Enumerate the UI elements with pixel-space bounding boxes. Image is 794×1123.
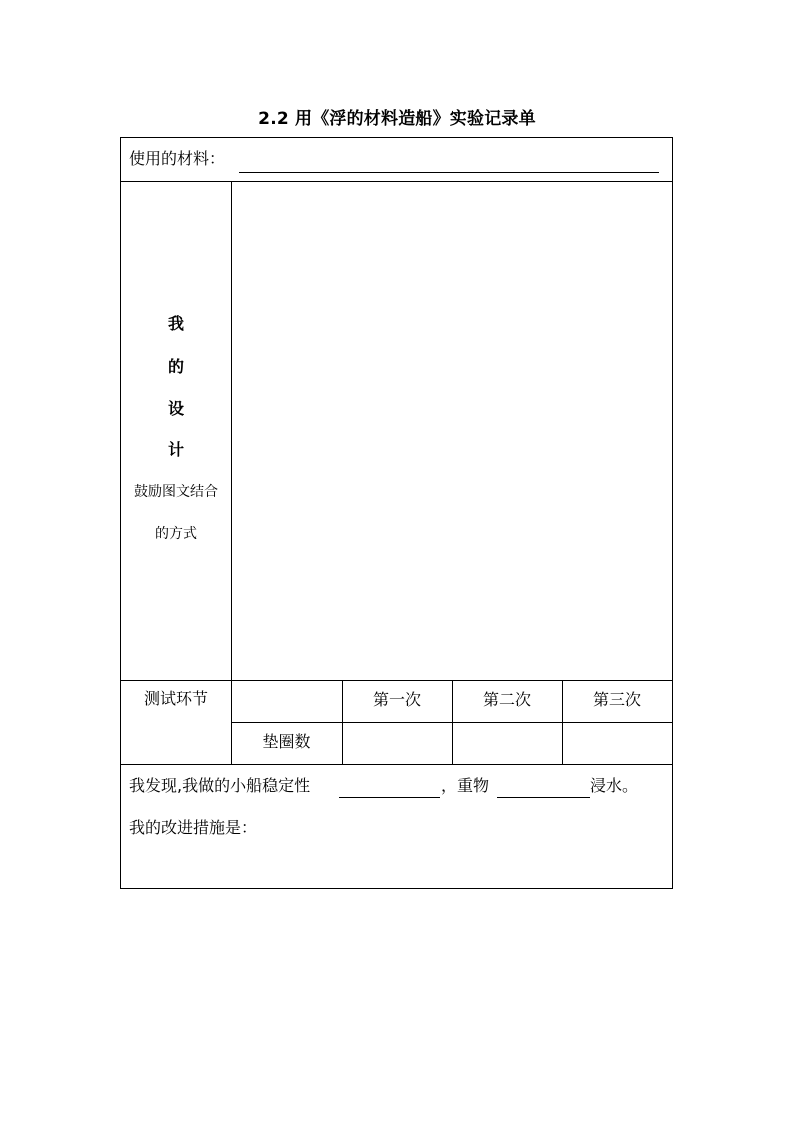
design-label-char-2: 的 (167, 357, 184, 376)
test-cell-second[interactable] (453, 723, 562, 764)
page-title: 2.2 用《浮的材料造船》实验记录单 (258, 109, 536, 129)
findings-text-1: 我发现,我做的小船稳定性 (129, 776, 311, 795)
design-hint-line-2: 的方式 (155, 526, 197, 542)
test-row-washers-label: 垫圈数 (262, 732, 311, 751)
test-cell-first[interactable] (343, 723, 452, 764)
row-divider-test (121, 764, 672, 765)
materials-input-line[interactable] (239, 172, 659, 173)
materials-label: 使用的材料： (129, 149, 226, 168)
design-label-char-1: 我 (167, 314, 184, 333)
record-sheet (120, 137, 673, 889)
test-col-first: 第一次 (372, 690, 421, 709)
design-hint-line-1: 鼓励图文结合 (134, 484, 218, 500)
design-label-char-3: 设 (167, 399, 184, 418)
test-cell-third[interactable] (563, 723, 672, 764)
findings-text-2: ，重物 (441, 776, 490, 795)
test-col-second: 第二次 (482, 690, 531, 709)
load-input-line[interactable] (497, 797, 590, 798)
test-col-third: 第三次 (592, 690, 641, 709)
stability-input-line[interactable] (339, 797, 440, 798)
design-drawing-area[interactable] (232, 182, 672, 680)
row-divider-design (121, 680, 672, 681)
findings-text-3: 浸水。 (590, 776, 639, 795)
improvement-label: 我的改进措施是： (129, 818, 258, 837)
test-section-label: 测试环节 (143, 689, 208, 708)
design-label-char-4: 计 (167, 440, 184, 459)
